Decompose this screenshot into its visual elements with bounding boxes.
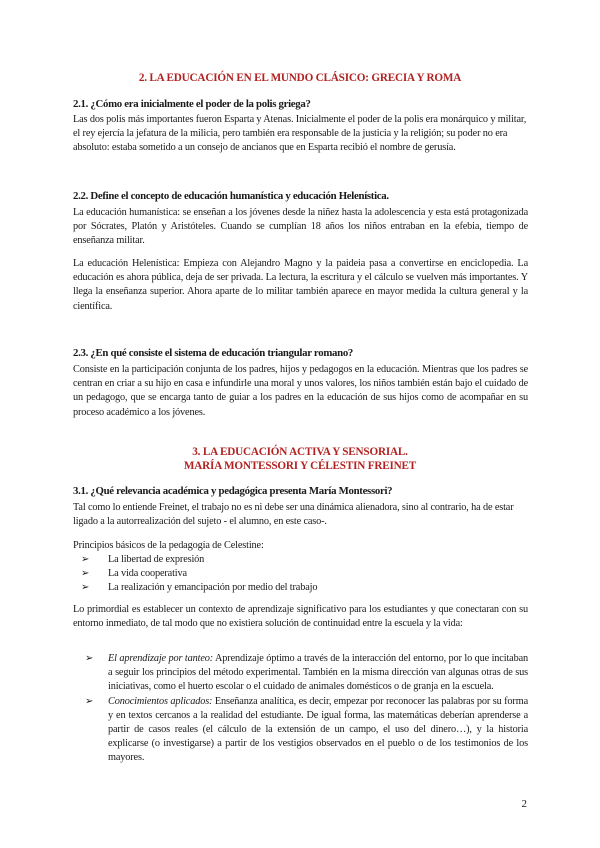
question-3-1-title: 3.1. ¿Qué relevancia académica y pedagógica presenta María Montessori? bbox=[73, 485, 393, 497]
question-2-1-answer: Las dos polis más importantes fueron Esparta y Atenas. Inicialmente el poder de la polis era monárquico y militar, el rey ejercía la jefatura de la milicia, pero también era responsable de la justicia y la religión; su poder no era absoluto: estaba sometido a un consejo de ancianos que en Esparta recibió el nombre de gerusía. bbox=[73, 114, 527, 154]
methods-list bbox=[73, 652, 528, 766]
arrow-bullet-icon: ➢ bbox=[81, 568, 90, 580]
question-2-2-title: 2.2. Define el concepto de educación humanística y educación Helenística. bbox=[73, 190, 389, 202]
question-2-1-title: 2.1. ¿Cómo era inicialmente el poder de la polis griega? bbox=[73, 98, 311, 110]
method-term: El aprendizaje por tanteo: bbox=[108, 653, 214, 664]
principles-intro: Principios básicos de la pedagogía de Celestine: bbox=[73, 540, 264, 551]
arrow-bullet-icon: ➢ bbox=[85, 653, 94, 664]
method-description: Enseñanza analítica, es decir, empezar por reconocer las palabras por su forma y en textos cercanos a la realidad del estudiante. De igual forma, las matemáticas deberían aprenderse a partir de casos reales (el cálculo de la extensión de un campo, el uso del dinero…), y la historia explicarse (o investigarse) a partir de los vestigios observados en el pueblo o de los testimonios de los mayores. bbox=[108, 695, 528, 764]
question-2-2-answer-humanistic: La educación humanística: se enseñan a los jóvenes desde la niñez hasta la adolescencia y esta está protagonizada por Sócrates, Platón y Aristóteles. Cuando se cumplían 18 años los niños entraban en la efebia, tiempo de enseñanza militar. bbox=[73, 207, 528, 247]
list-item: ➢ La vida cooperativa bbox=[73, 567, 528, 581]
list-item: ➢ La realización y emancipación por medio del trabajo bbox=[73, 581, 528, 595]
page-number: 2 bbox=[521, 798, 527, 810]
method-description: Aprendizaje óptimo a través de la interacción del entorno, por lo que incitaban a seguir los principios del método experimental. También en la misma dirección van algunas otras de sus iniciativas, como el huerto escolar o el cuidado de animales domésticos o de granja en la escuela. bbox=[108, 653, 528, 693]
question-2-3-title: 2.3. ¿En qué consiste el sistema de educación triangular romano? bbox=[73, 347, 354, 359]
arrow-bullet-icon: ➢ bbox=[85, 695, 94, 707]
list-item bbox=[73, 695, 528, 766]
arrow-bullet-icon: ➢ bbox=[81, 554, 90, 565]
question-2-2-answer-hellenistic: La educación Helenística: Empieza con Alejandro Magno y la paideia pasa a convertirse en enciclopedia. La educación es ahora pública, deja de ser privada. La lectura, la escritura y el cálculo se vuelven más importantes. Y llega la enseñanza superior. Ahora aparte de lo militar también aparece en mayor medida la cultura general y la científica. bbox=[73, 258, 528, 312]
context-paragraph: Lo primordial es establecer un contexto de aprendizaje significativo para los estudiantes y que conectaran con su entorno inmediato, de tal modo que no existiera solución de continuidad entre la escuela y la vida: bbox=[73, 604, 528, 630]
question-2-3-answer: Consiste en la participación conjunta de los padres, hijos y pedagogos en la educación. Mientras que los padres se centran en criar a su hijo en casa e infundirle una moral y unos valores, los niños también están bajo el cuidado de un pedagogo, que se encarga tanto de guiar a los padres en la educación de sus hijos como de acompañar en su proceso académico a los jóvenes. bbox=[73, 364, 528, 418]
list-item: ➢ La libertad de expresión bbox=[73, 553, 528, 567]
section-3-title-line-1: 3. LA EDUCACIÓN ACTIVA Y SENSORIAL. bbox=[192, 446, 408, 458]
arrow-bullet-icon: ➢ bbox=[81, 582, 90, 594]
section-2-title: 2. LA EDUCACIÓN EN EL MUNDO CLÁSICO: GRECIA Y ROMA bbox=[138, 72, 462, 84]
list-item bbox=[73, 652, 528, 695]
question-3-1-intro: Tal como lo entiende Freinet, el trabajo no es ni debe ser una dinámica alienadora, sino al contrario, ha de estar ligado a la autorrealización del sujeto - el alumno, en este caso-. bbox=[73, 502, 514, 528]
method-term: Conocimientos aplicados: bbox=[108, 695, 213, 707]
principles-list bbox=[73, 553, 528, 596]
section-3-title-line-2: MARÍA MONTESSORI Y CÉLESTIN FREINET bbox=[183, 460, 417, 472]
